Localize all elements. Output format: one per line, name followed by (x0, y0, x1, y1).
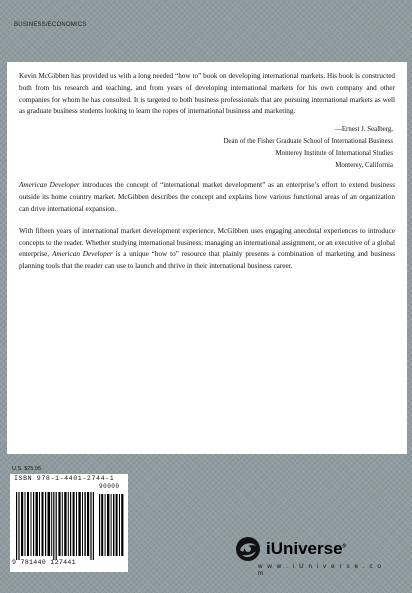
publisher-url: w w w . i U n i v e r s e . c o m (258, 563, 383, 577)
endorser-title: Dean of the Fisher Graduate School of International Business (223, 137, 393, 145)
description-panel (7, 62, 407, 454)
barcode (10, 474, 128, 572)
endorser-institute: Monterey Institute of International Studies (275, 149, 393, 157)
book-title: American Developer (51, 250, 113, 259)
endorser-name: —Ernest J. Sealberg, (334, 126, 393, 134)
barcode-bars (10, 484, 128, 560)
isbn-label: ISBN 978-1-4401-2744-1 (14, 475, 115, 482)
barcode-addon-number: 90000 (99, 483, 120, 490)
book-title: American Developer (19, 181, 80, 190)
summary-text: introduces the concept of “international market development” as an enterprise’s effort to extend business outside its home country market. McGibben describes the concept and explains how various functional areas of an organization can drive international expansion. (19, 181, 395, 213)
category-label: BUSINESS/ECONOMICS (14, 22, 87, 28)
price-label: U.S. $25.95 (12, 466, 42, 472)
iuniverse-swirl-icon (234, 535, 262, 563)
author-text-start: With fifteen years of international market development experience, McGibben uses engaging anecdotal experiences to introduce concepts to the reader. Whether studying international business, managing an international assignment, or an executive of a global enterprise, (19, 226, 395, 259)
publisher-logo (234, 531, 384, 581)
registered-mark: ® (342, 543, 347, 550)
barcode-number: 9 781440 127441 (12, 559, 76, 566)
endorsement-paragraph: Kevin McGibben has provided us with a long needed “how to” book on developing international markets. His book is constructed both from his research and teaching, and from years of developing international markets for his own company and other companies for whom he has consulted. It is targeted to both business professionals that are pursuing international markets as well as graduate business students looking to learn the ropes of international business and marketing. (19, 72, 395, 116)
summary-paragraph (19, 180, 395, 215)
author-text-end: is a unique “how to” resource that plainly presents a combination of marketing and business planning tools that the reader can use to launch and thrive in their international business career. (19, 250, 395, 271)
endorser-location: Monterey, California (335, 161, 393, 169)
author-paragraph (19, 226, 395, 273)
publisher-name: iUniverse® (266, 539, 347, 558)
